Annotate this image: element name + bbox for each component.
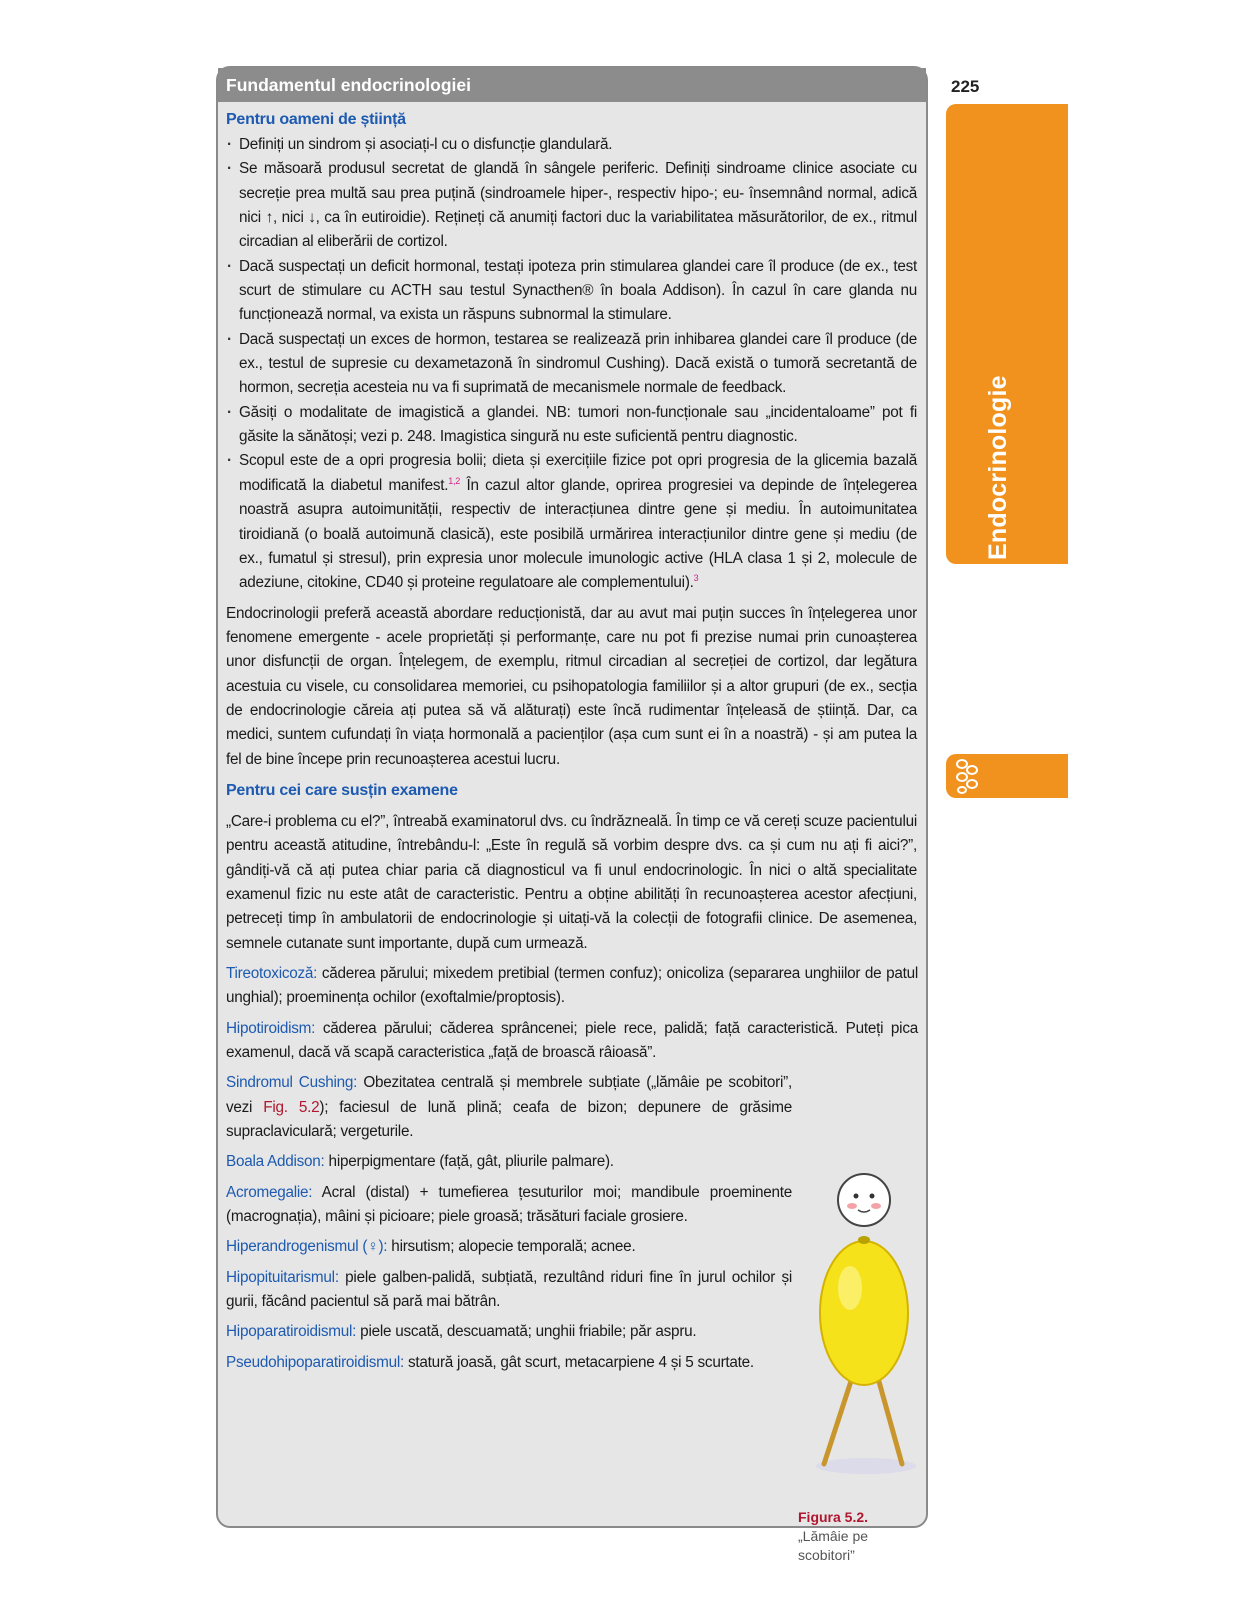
- sign-entry: [226, 962, 918, 1011]
- bullet-item: · Se măsoară produsul secretat de glandă în sângele periferic. Definiți sindroame clinice asociate cu secreție prea multă sau prea puțină (sindroamele hiper-, respectiv hipo-; eu- însemnând normal, adică nici ↑, nici ↓, ca în eutiroidie). Rețineți că anumiți factori duc la variabilitatea măsurătorilor, de ex., ritmul circadian al eliberării de cortizol.: [226, 157, 917, 254]
- sign-entry: [226, 1181, 792, 1230]
- sign-text: hiperpigmentare (față, gât, pliurile palmare).: [324, 1153, 614, 1171]
- section-heading-exams: Pentru cei care susțin examene: [226, 781, 458, 799]
- body-paragraph: Endocrinologii preferă această abordare reducționistă, dar au avut mai puțin succes în înțelegerea unor fenomene emergente - acele proprietăți și performanțe, care nu pot fi prezise numai prin cunoașterea unor disfuncții de organ. Înțelegem, de exemplu, ritmul circadian al secreției de cortizol, dar legătura acestuia cu visele, cu consolidarea memoriei, cu psihopatologia familiilor și a altor grupuri (de ex., secția de endocrinologie căreia ați putea să vă alăturați) este încă rudimentar înțeleasă de știință. Dar, ca medici, suntem cufundați în viața hormonală a pacienților (așa cum sunt ei în a noastră) - și am putea la fel de bine începe prin recunoașterea acestui lucru.: [226, 604, 917, 768]
- box-title: Fundamentul endocrinologiei: [218, 68, 926, 102]
- bullet-item: [226, 449, 917, 595]
- sign-text: statură joasă, gât scurt, metacarpiene 4 și 5 scurtate.: [404, 1353, 754, 1371]
- bullet-item: · Definiți un sindrom și asociați-l cu o disfuncție glandulară.: [226, 133, 917, 157]
- sign-entry: [226, 1351, 792, 1375]
- sign-entry: [226, 1235, 792, 1259]
- sign-text: hirsutism; alopecie temporală; acnee.: [387, 1238, 636, 1256]
- sign-text: Obezitatea centrală și membrele subțiate („lămâie pe scobitori”, vezi: [226, 1074, 792, 1116]
- sign-entry: [226, 1320, 792, 1344]
- sign-entry: [226, 1266, 792, 1315]
- sign-term: Hipopituitarismul:: [226, 1268, 339, 1286]
- chapter-icon-tab[interactable]: [946, 754, 1068, 798]
- sign-term: Hiperandrogenismul (♀):: [226, 1238, 388, 1256]
- sign-term: Hipotiroidism:: [226, 1019, 316, 1037]
- sign-term: Acromegalie:: [226, 1183, 313, 1201]
- sign-text: Acral (distal) + tumefierea țesuturilor moi; mandibule proeminente (macrognația), mâini și picioare; piele groasă; trăsături faciale grosiere.: [226, 1183, 792, 1226]
- sign-term: Sindromul Cushing:: [226, 1074, 358, 1092]
- signs-list: [226, 962, 918, 1375]
- chapter-tab-label: Endocrinologie: [984, 375, 1012, 560]
- reference-marker[interactable]: 1,2: [448, 475, 461, 486]
- page-number: 225: [951, 77, 980, 96]
- sign-entry: [226, 1071, 792, 1144]
- chromosome-icon: [952, 756, 982, 796]
- info-box: [216, 66, 928, 1563]
- bullet-text: În cazul altor glande, oprirea progresiei va depinde de înțelegerea noastră asupra autoimunității, respectiv de interacțiunea dintre gene și mediu. În autoimunitatea tiroidiană (o boală autoimună clasică), este posibilă urmărirea interacțiunilor dintre gene și mediu (de ex., fumatul și stresul), prin expresia unor molecule imunologic active (HLA clasa 1 și 2, molecule de adeziune, citokine, CD40 și proteine regulatoare ale complementului).: [239, 476, 917, 592]
- bullet-item: · Dacă suspectați un deficit hormonal, testați ipoteza prin stimularea glandei care îl produce (de ex., test scurt de stimulare cu ACTH sau testul Synacthen® în boala Addison). În cazul în care glanda nu funcționează normal, va exista un răspuns subnormal la stimulare.: [226, 255, 917, 328]
- sign-entry: [226, 1017, 918, 1066]
- sign-text: piele uscată, descuamată; unghii friabile; păr aspru.: [356, 1323, 697, 1341]
- lemon-on-toothpicks-figure: [806, 1148, 924, 1508]
- sign-text: piele galben-palidă, subțiată, rezultând riduri fine în jurul ochilor și gurii, făcând pacientul să pară mai bătrân.: [226, 1268, 792, 1311]
- lemon-illustration: [806, 1148, 924, 1508]
- sign-entry: [226, 1150, 792, 1174]
- bullet-item: · Găsiți o modalitate de imagistică a glandei. NB: tumori non-funcționale sau „incidentaloame” pot fi găsite la sănătoși; vezi p. 248. Imagistica singură nu este suficientă pentru diagnostic.: [226, 401, 917, 450]
- sign-term: Hipoparatiroidismul:: [226, 1323, 357, 1341]
- sign-term: Pseudohipoparatiroidismul:: [226, 1353, 405, 1371]
- sign-text: căderea părului; mixedem pretibial (termen confuz); onicoliza (separarea unghiilor de patul unghial); proeminența ochilor (exoftalmie/proptosis).: [226, 965, 918, 1007]
- section-heading-scientists: Pentru oameni de știință: [226, 111, 406, 128]
- figure-label: Figura 5.2.: [798, 1509, 869, 1525]
- sign-term: Boala Addison:: [226, 1153, 325, 1171]
- bullet-item: · Dacă suspectați un exces de hormon, testarea se realizează prin inhibarea glandei care îl produce (de ex., testul de supresie cu dexametazonă în sindromul Cushing). Dacă există o tumoră secretantă de hormon, secreția acesteia nu va fi suprimată de mecanismele normale de feedback.: [226, 328, 917, 401]
- reference-marker[interactable]: 3: [693, 573, 699, 584]
- figure-link[interactable]: Fig. 5.2: [263, 1098, 320, 1116]
- sign-text: căderea părului; căderea sprâncenei; piele rece, palidă; față caracteristică. Puteți pica examenul, dacă vă scapă caracteristica „față de broască râioasă”.: [226, 1019, 918, 1062]
- bullet-text: Scopul este de a opri progresia bolii; dieta și exercițiile fizice pot opri progresia de la glicemia bazală modificată la diabetul manifest.: [239, 452, 917, 494]
- sign-term: Tireotoxicoză:: [226, 965, 318, 982]
- figure-caption: [798, 1508, 916, 1565]
- figure-caption-text: „Lămâie pe scobitori”: [798, 1528, 869, 1563]
- sign-text: ); faciesul de lună plină; ceafa de bizon; depunere de grăsime supraclaviculară; vergeturile.: [226, 1098, 792, 1141]
- exam-intro-paragraph: „Care-i problema cu el?”, întreabă examinatorul dvs. cu îndrăzneală. În timp ce vă cereți scuze pacientului pentru această atitudine, întrebându-l: „Este în regulă să vorbim despre dvs. ca și cum nu ați fi aici?”, gândiți-vă că ați putea chiar paria că diagnosticul va fi unul endocrinologic. În nici o altă specialitate examenul fizic nu este atât de caracteristic. Pentru a obține abilități în recunoașterea acestor afecțiuni, petreceți timp în ambulatorii de endocrinologie și uitați-vă la colecții de fotografii clinice. De asemenea, semnele cutanate sunt importante, după cum urmează.: [226, 812, 917, 952]
- scientists-bullet-list: [226, 133, 917, 596]
